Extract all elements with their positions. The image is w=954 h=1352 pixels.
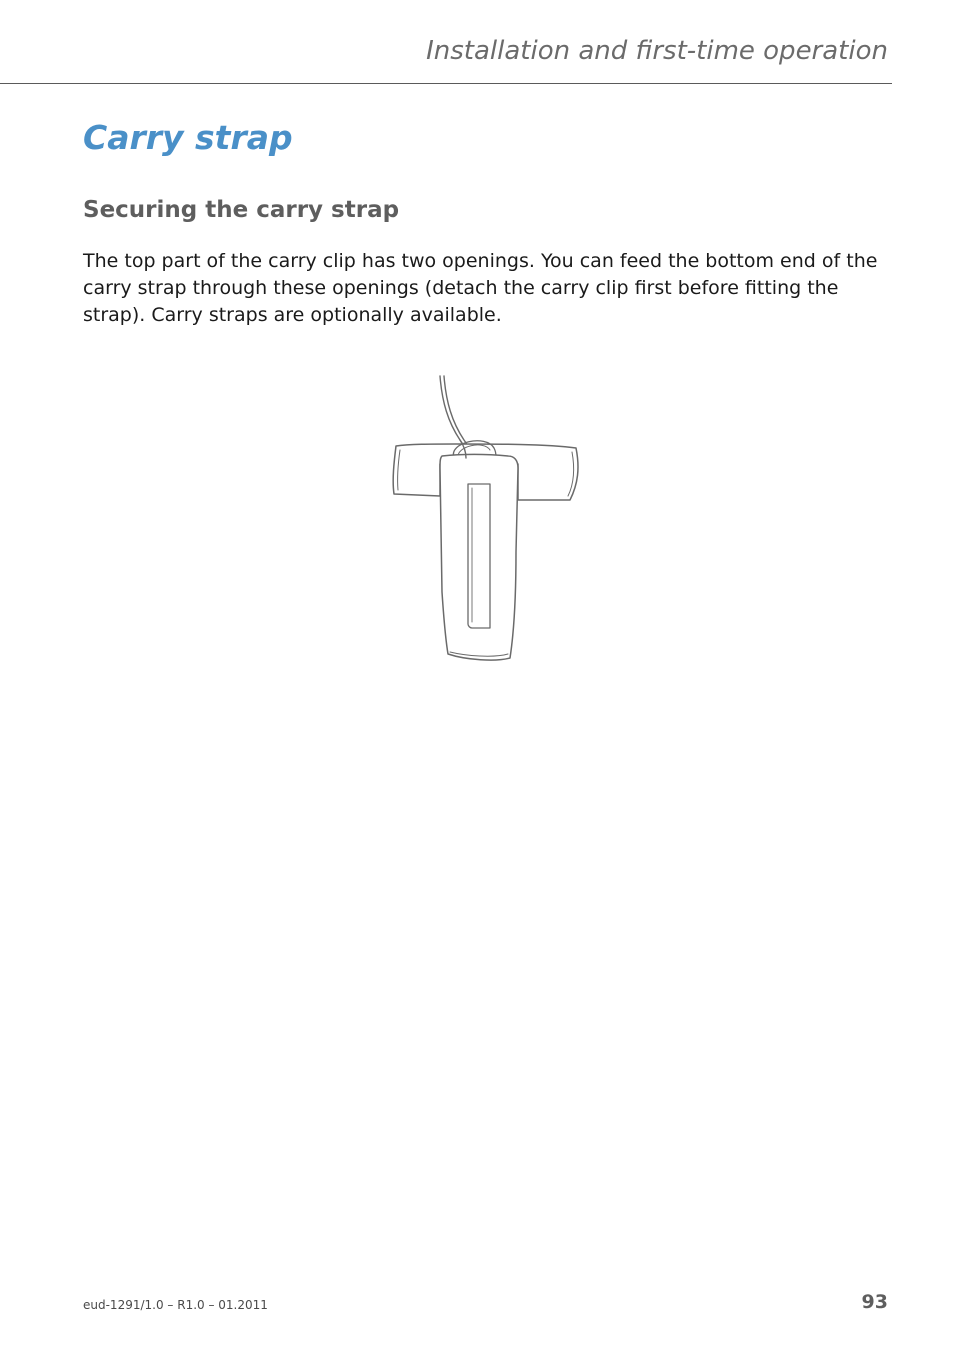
subsection-title: Securing the carry strap — [83, 197, 400, 223]
running-header: Installation and first-time operation — [426, 36, 888, 66]
body-paragraph: The top part of the carry clip has two openings. You can feed the bottom end of the carry strap through these openings (detach the carry clip first before fitting the strap). Carry straps are optionally available. — [83, 250, 878, 326]
clip-body — [440, 455, 518, 661]
carry-clip-illustration — [386, 372, 586, 664]
page-number: 93 — [861, 1291, 888, 1313]
header-rule — [0, 83, 892, 84]
footer-doc-id: eud-1291/1.0 – R1.0 – 01.2011 — [83, 1298, 268, 1312]
carry-clip-with-strap-illustration — [386, 372, 586, 664]
section-title: Carry strap — [83, 118, 293, 157]
